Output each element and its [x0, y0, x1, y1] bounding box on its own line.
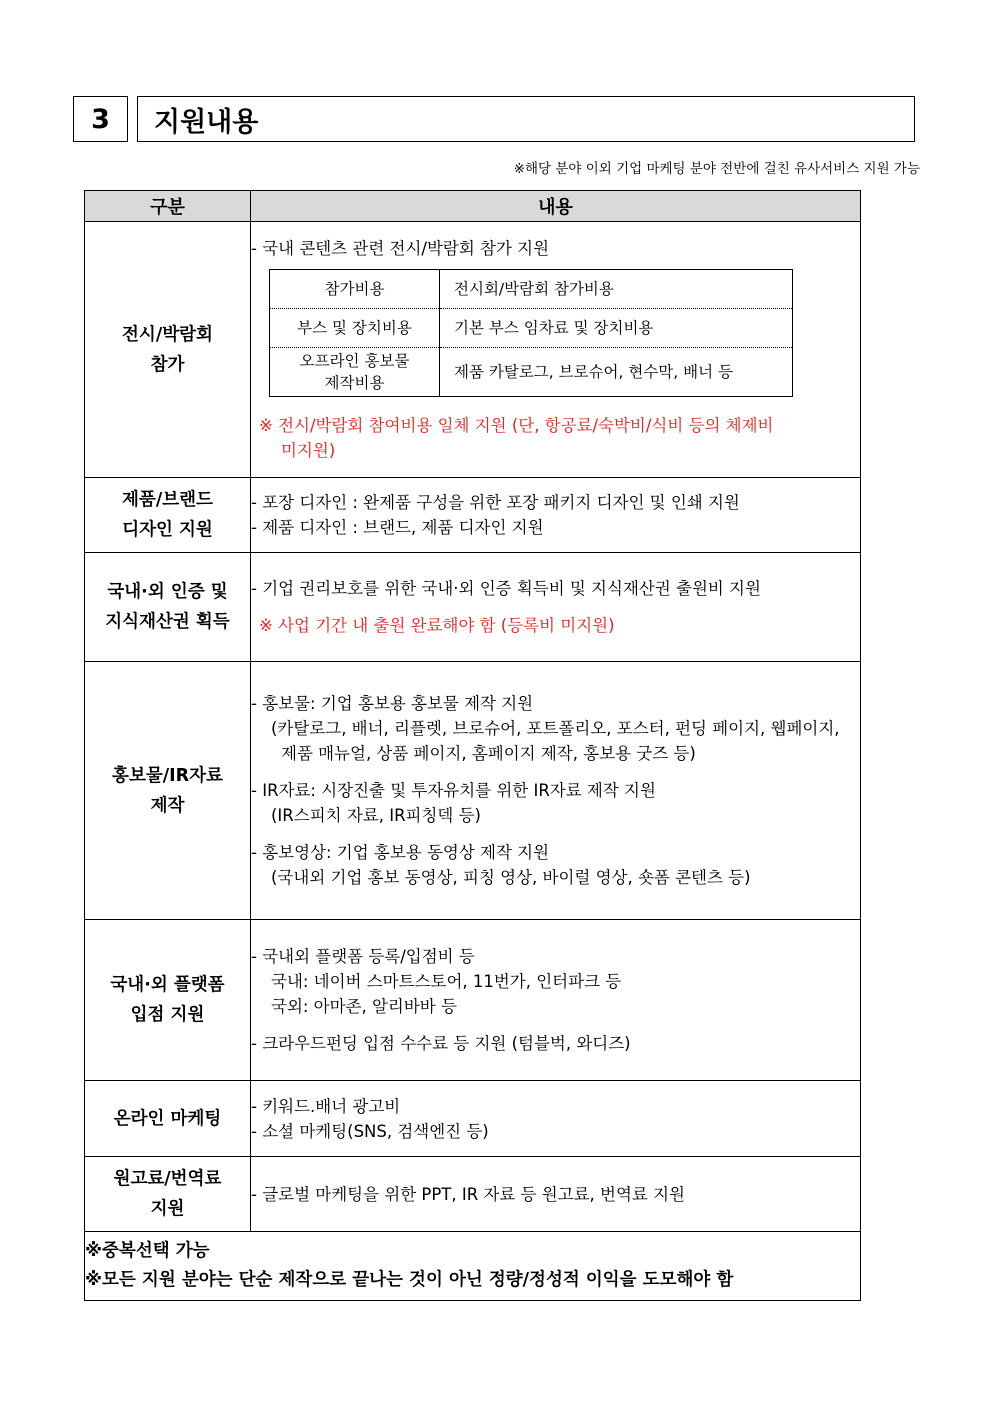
category-line: 국내·외 플랫폼	[110, 975, 225, 995]
header-content: 내용	[251, 191, 861, 222]
category-line: 제작	[150, 795, 185, 816]
row-category	[85, 1157, 251, 1232]
content-line: - 소셜 마케팅(SNS, 검색엔진 등)	[251, 1121, 489, 1141]
content-line: - 홍보영상: 기업 홍보용 동영상 제작 지원	[251, 843, 550, 862]
category-line: 지식재산권 획득	[105, 612, 230, 632]
content-line: - 홍보물: 기업 홍보용 홍보물 제작 지원	[251, 694, 534, 713]
content-line: (IR스피치 자료, IR피칭덱 등)	[271, 806, 481, 825]
content-line: (카탈로그, 배너, 리플렛, 브로슈어, 포트폴리오, 포스터, 펀딩 페이지, 웹페이지,	[271, 719, 840, 738]
table-row	[85, 222, 861, 478]
table-header-row	[85, 191, 861, 222]
subtable-key: 참가비용	[270, 270, 440, 309]
content-line: - 글로벌 마케팅을 위한 PPT, IR 자료 등 원고료, 번역료 지원	[251, 1184, 685, 1204]
content-line: - 국내 콘텐츠 관련 전시/박람회 참가 지원	[251, 239, 550, 258]
category-line: 제품/브랜드	[122, 490, 213, 510]
support-table	[84, 190, 861, 1301]
category-line: 입점 지원	[130, 1005, 205, 1025]
row-category	[85, 1081, 251, 1157]
table-row	[85, 662, 861, 920]
content-line: - 국내외 플랫폼 등록/입점비 등	[251, 947, 475, 966]
table-row	[85, 920, 861, 1081]
row-category	[85, 222, 251, 478]
section-title: 지원내용	[137, 96, 915, 142]
content-line: 제품 매뉴얼, 상품 페이지, 홈페이지 제작, 홍보용 굿즈 등)	[281, 744, 696, 763]
content-line: 국외: 아마존, 알리바바 등	[271, 997, 457, 1016]
row-content	[251, 553, 861, 662]
expo-cost-subtable	[269, 269, 793, 397]
row-content	[251, 920, 861, 1081]
subtable-key: 부스 및 장치비용	[270, 309, 440, 348]
subtable-value: 기본 부스 임차료 및 장치비용	[440, 309, 793, 348]
row-category	[85, 478, 251, 553]
table-footer	[85, 1232, 861, 1301]
section-note: ※해당 분야 이외 기업 마케팅 분야 전반에 걸친 유사서비스 지원 가능	[513, 161, 920, 177]
row-content	[251, 662, 861, 920]
notice-line: 미지원)	[281, 441, 336, 460]
subtable-row	[270, 348, 793, 397]
subtable-key-line: 오프라인 홍보물	[299, 352, 410, 370]
table-row	[85, 1157, 861, 1232]
category-line: 전시/박람회	[122, 324, 213, 345]
notice-line: ※ 전시/박람회 참여비용 일체 지원 (단, 항공료/숙박비/식비 등의 체제비	[259, 416, 774, 435]
table-row	[85, 553, 861, 662]
content-line: - 포장 디자인 : 완제품 구성을 위한 포장 패키지 디자인 및 인쇄 지원	[251, 493, 740, 512]
footer-note: ※중복선택 가능	[85, 1241, 210, 1261]
row-category	[85, 920, 251, 1081]
content-line: (국내외 기업 홍보 동영상, 피칭 영상, 바이럴 영상, 숏폼 콘텐츠 등)	[271, 868, 751, 887]
content-line: - 기업 권리보호를 위한 국내·외 인증 획득비 및 지식재산권 출원비 지원	[251, 579, 761, 598]
row-content	[251, 478, 861, 553]
row-content	[251, 1081, 861, 1157]
table-footer-row	[85, 1232, 861, 1301]
table-row	[85, 1081, 861, 1157]
category-line: 참가	[150, 354, 185, 375]
category-line: 디자인 지원	[122, 520, 213, 540]
content-line: - IR자료: 시장진출 및 투자유치를 위한 IR자료 제작 지원	[251, 781, 656, 800]
category-line: 국내·외 인증 및	[107, 582, 228, 602]
content-line: 국내: 네이버 스마트스토어, 11번가, 인터파크 등	[271, 972, 622, 991]
subtable-row	[270, 309, 793, 348]
category-line: 홍보물/IR자료	[112, 765, 223, 786]
subtable-row	[270, 270, 793, 309]
category-line: 지원	[150, 1199, 185, 1219]
table-row	[85, 478, 861, 553]
row-content	[251, 222, 861, 478]
header-category: 구분	[85, 191, 251, 222]
subtable-key-line: 제작비용	[324, 374, 385, 392]
section-number: 3	[73, 96, 128, 142]
subtable-value: 제품 카탈로그, 브로슈어, 현수막, 배너 등	[440, 348, 793, 397]
content-line: - 키워드.배너 광고비	[251, 1096, 401, 1116]
content-line: - 크라우드펀딩 입점 수수료 등 지원 (텀블벅, 와디즈)	[251, 1034, 631, 1053]
notice-line: ※ 사업 기간 내 출원 완료해야 함 (등록비 미지원)	[259, 616, 615, 635]
row-content	[251, 1157, 861, 1232]
category-line: 원고료/번역료	[113, 1169, 222, 1189]
subtable-key	[270, 348, 440, 397]
footer-note: ※모든 지원 분야는 단순 제작으로 끝나는 것이 아닌 정량/정성적 이익을 도모해야 함	[85, 1270, 734, 1290]
row-category	[85, 553, 251, 662]
category-line: 온라인 마케팅	[113, 1108, 222, 1129]
row-category	[85, 662, 251, 920]
content-line: - 제품 디자인 : 브랜드, 제품 디자인 지원	[251, 518, 544, 537]
subtable-value: 전시회/박람회 참가비용	[440, 270, 793, 309]
